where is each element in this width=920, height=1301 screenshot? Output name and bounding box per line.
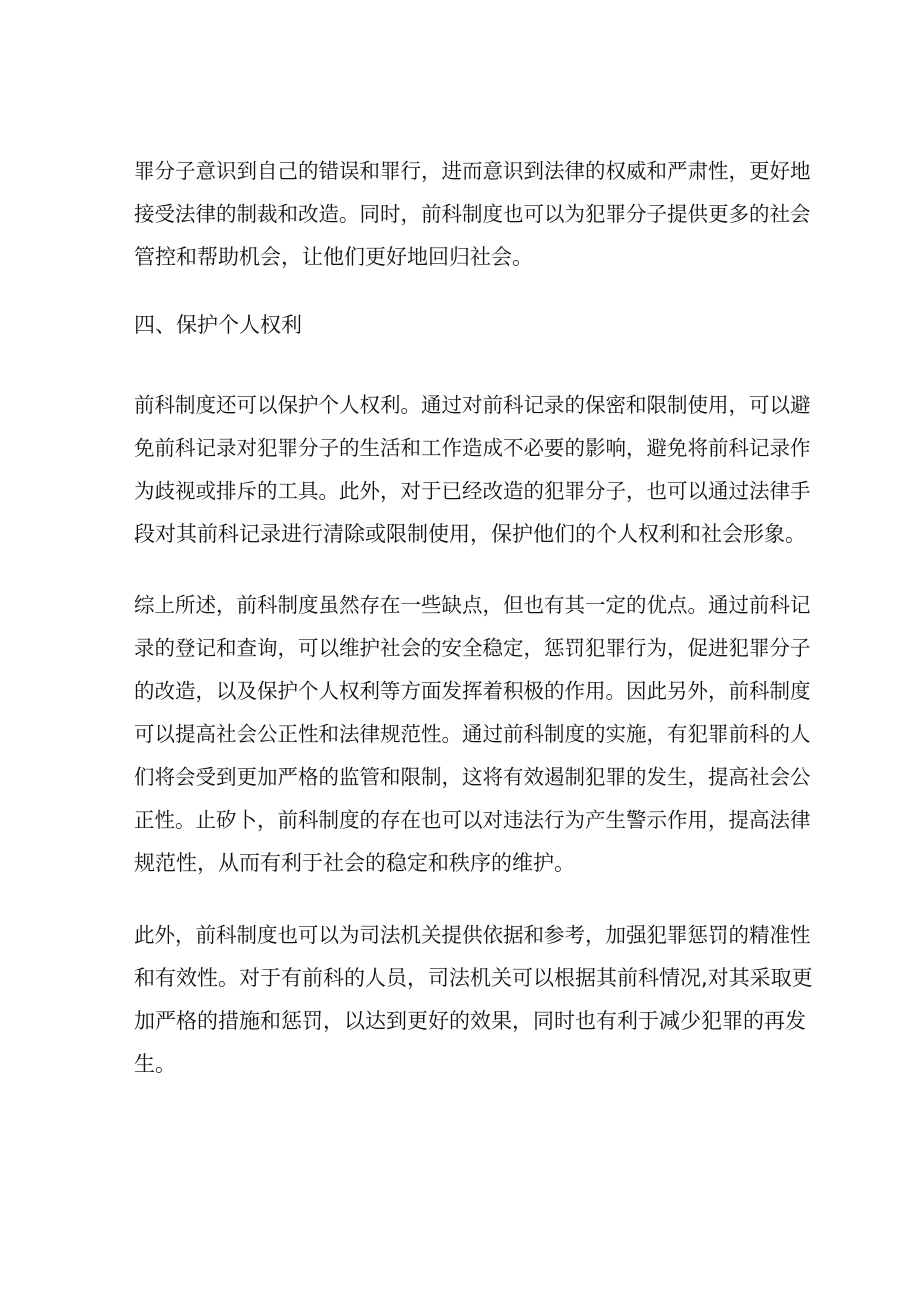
paragraph-line: 此外，前科制度也可以为司法机关提供依据和参考，加强犯罪惩罚的精准性 (134, 923, 811, 947)
paragraph-line: 规范性，从而有利于社会的稳定和秩序的维护。 (134, 851, 575, 875)
paragraph-line: 为歧视或排斥的工具。此外，对于已经改造的犯罪分子，也可以通过法律手 (134, 479, 811, 503)
paragraph-line: 们将会受到更加严格的监管和限制，这将有效遏制犯罪的发生，提高社会公 (134, 765, 811, 789)
section-heading (134, 304, 824, 347)
paragraph-summary (134, 584, 824, 885)
paragraph-line: 段对其前科记录进行清除或限制使用，保护他们的个人权利和社会形象。 (134, 522, 806, 546)
paragraph-line: 接受法律的制裁和改造。同时，前科制度也可以为犯罪分子提供更多的社会 (134, 202, 811, 226)
paragraph-line: 综上所述，前科制度虽然存在一些缺点，但也有其一定的优点。通过前科记 (134, 593, 811, 617)
paragraph-line: 加严格的措施和惩罚，以达到更好的效果，同时也有利于减少犯罪的再发 (134, 1009, 806, 1033)
section-heading-text: 四、保护个人权利 (134, 313, 302, 337)
paragraph-line: 和有效性。对于有前科的人员，司法机关可以根据其前科情况,对其采取更 (134, 966, 813, 990)
paragraph-line: 录的登记和查询，可以维护社会的安全稳定，惩罚犯罪行为，促进犯罪分子 (134, 636, 811, 660)
paragraph-line: 的改造，以及保护个人权利等方面发挥着积极的作用。因此另外，前科制度 (134, 679, 811, 703)
paragraph-line: 前科制度还可以保护个人权利。通过对前科记录的保密和限制使用，可以避 (134, 393, 811, 417)
paragraph-line: 生。 (134, 1052, 176, 1076)
paragraph-protect-rights (134, 384, 824, 556)
paragraph-line: 免前科记录对犯罪分子的生活和工作造成不必要的影响，避免将前科记录作 (134, 436, 811, 460)
paragraph-line: 可以提高社会公正性和法律规范性。通过前科制度的实施，有犯罪前科的人 (134, 722, 811, 746)
paragraph-line: 管控和帮助机会，让他们更好地回归社会。 (134, 245, 533, 269)
paragraph-line: 罪分子意识到自己的错误和罪行，进而意识到法律的权威和严肃性，更好地 (134, 159, 811, 183)
paragraph-judicial (134, 914, 824, 1086)
paragraph-continuation (134, 150, 824, 279)
paragraph-line: 正性。止矽卜，前科制度的存在也可以对违法行为产生警示作用，提高法律 (134, 808, 811, 832)
